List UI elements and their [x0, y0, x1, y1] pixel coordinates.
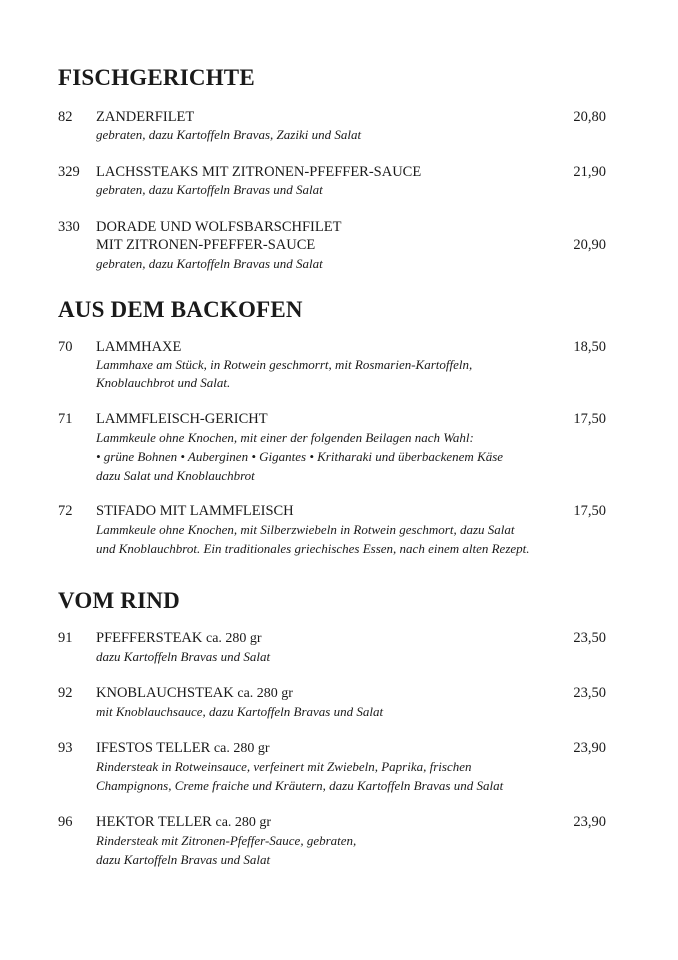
item-description: dazu Kartoffeln Bravas und Salat	[96, 852, 271, 867]
item-name	[96, 813, 271, 832]
section-fischgerichte	[58, 64, 618, 92]
item-description: Rindersteak mit Zitronen-Pfeffer-Sauce, gebraten,	[96, 833, 357, 848]
item-number: 96	[58, 814, 73, 830]
item-price: 18,50	[573, 339, 606, 355]
item-price: 20,90	[573, 237, 606, 253]
item-number: 329	[58, 164, 80, 180]
item-weight: ca. 280 gr	[206, 631, 262, 646]
item-number: 72	[58, 503, 73, 519]
item-name-text: KNOBLAUCHSTEAK	[96, 685, 234, 701]
item-weight: ca. 280 gr	[215, 815, 272, 830]
item-name: ZANDERFILET	[96, 109, 195, 125]
item-description: dazu Kartoffeln Bravas und Salat	[96, 649, 271, 664]
item-number: 93	[58, 740, 73, 756]
item-name: DORADE UND WOLFSBARSCHFILET	[96, 219, 342, 235]
item-description: gebraten, dazu Kartoffeln Bravas und Salat	[96, 256, 323, 271]
item-price: 20,80	[573, 109, 606, 125]
item-name	[96, 684, 293, 703]
item-name-text: PFEFFERSTEAK	[96, 630, 203, 646]
item-name: LACHSSTEAKS MIT ZITRONEN-PFEFFER-SAUCE	[96, 164, 422, 180]
item-number: 70	[58, 339, 73, 355]
item-description: gebraten, dazu Kartoffeln Bravas, Zaziki und Salat	[96, 127, 362, 142]
item-description: Lammkeule ohne Knochen, mit Silberzwiebeln in Rotwein geschmort, dazu Salat	[96, 522, 515, 537]
item-price: 23,90	[573, 814, 606, 830]
item-number: 71	[58, 411, 73, 427]
section-vom-rind	[58, 587, 618, 615]
item-description: Rindersteak in Rotweinsauce, verfeinert mit Zwiebeln, Paprika, frischen	[96, 759, 472, 774]
item-price: 21,90	[573, 164, 606, 180]
item-description: Knoblauchbrot und Salat.	[96, 375, 231, 390]
item-number: 92	[58, 685, 73, 701]
item-weight: ca. 280 gr	[237, 686, 293, 701]
item-description: mit Knoblauchsauce, dazu Kartoffeln Bravas und Salat	[96, 704, 384, 719]
item-name: LAMMFLEISCH-GERICHT	[96, 411, 268, 427]
section-title: FISCHGERICHTE	[58, 65, 255, 90]
item-number: 82	[58, 109, 73, 125]
item-price: 17,50	[573, 411, 606, 427]
item-weight: ca. 280 gr	[213, 741, 270, 756]
item-name	[96, 739, 269, 758]
item-name	[96, 629, 262, 648]
item-name-text: HEKTOR TELLER	[96, 814, 212, 830]
item-description: und Knoblauchbrot. Ein traditionales griechisches Essen, nach einem alten Rezept.	[96, 541, 530, 556]
item-description: Champignons, Creme fraiche und Kräutern, dazu Kartoffeln Bravas und Salat	[96, 778, 504, 793]
item-number: 330	[58, 219, 80, 235]
item-description: Lammkeule ohne Knochen, mit einer der folgenden Beilagen nach Wahl:	[96, 430, 474, 445]
item-name: LAMMHAXE	[96, 339, 182, 355]
section-title: VOM RIND	[58, 588, 180, 613]
item-description: Lammhaxe am Stück, in Rotwein geschmorrt, mit Rosmarien-Kartoffeln,	[96, 357, 473, 372]
item-name-line2: MIT ZITRONEN-PFEFFER-SAUCE	[96, 237, 316, 253]
item-price: 17,50	[573, 503, 606, 519]
item-number: 91	[58, 630, 73, 646]
item-name-text: IFESTOS TELLER	[96, 740, 211, 756]
item-price: 23,50	[573, 630, 606, 646]
item-price: 23,50	[573, 685, 606, 701]
section-title: AUS DEM BACKOFEN	[58, 297, 303, 322]
item-description: dazu Salat und Knoblauchbrot	[96, 468, 255, 483]
item-price: 23,90	[573, 740, 606, 756]
section-aus-dem-backofen	[58, 296, 618, 324]
item-name: STIFADO MIT LAMMFLEISCH	[96, 503, 294, 519]
item-description: • grüne Bohnen • Auberginen • Gigantes • Kritharaki und überbackenem Käse	[96, 449, 504, 464]
item-description: gebraten, dazu Kartoffeln Bravas und Salat	[96, 182, 323, 197]
